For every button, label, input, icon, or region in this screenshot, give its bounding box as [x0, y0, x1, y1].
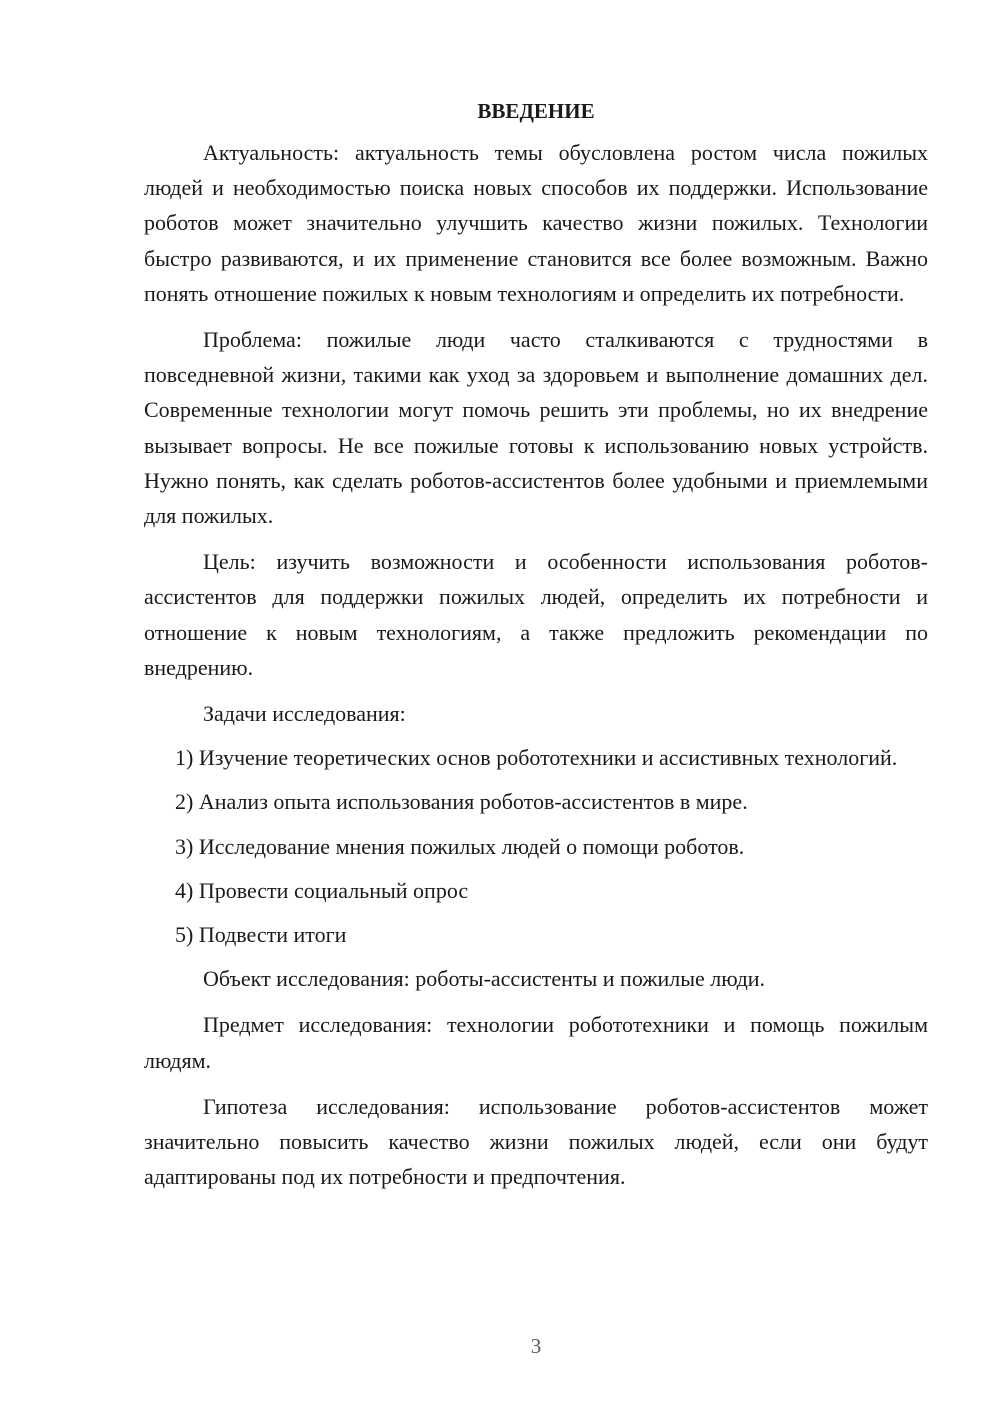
page-number: 3: [530, 1334, 542, 1358]
task-item-4: 4) Провести социальный опрос: [175, 877, 469, 903]
task-item-1: 1) Изучение теоретических основ робототехники и ассистивных технологий.: [175, 745, 898, 771]
goal-paragraph: Цель: изучить возможности и особенности использования роботов-ассистентов для поддержки пожилых людей, определить их потребности и отношение к новым технологиям, а также предложить рекомендации по внедрению.: [144, 549, 928, 680]
relevance-paragraph: Актуальность: актуальность темы обусловлена ростом числа пожилых людей и необходимостью поиска новых способов их поддержки. Использование роботов может значительно улучшить качество жизни пожилых. Технологии быстро развиваются, и их применение становится все более возможным. Важно понять отношение пожилых к новым технологиям и определить их потребности.: [144, 140, 928, 306]
page-content: [144, 94, 928, 1194]
task-item-3: 3) Исследование мнения пожилых людей о помощи роботов.: [175, 833, 745, 859]
hypothesis-paragraph: Гипотеза исследования: использование роботов-ассистентов может значительно повысить качество жизни пожилых людей, если они будут адаптированы под их потребности и предпочтения.: [144, 1093, 928, 1190]
object-paragraph: Объект исследования: роботы-ассистенты и пожилые люди.: [203, 966, 766, 992]
section-title: ВВЕДЕНИЕ: [477, 99, 595, 123]
task-item-2: 2) Анализ опыта использования роботов-ассистентов в мире.: [175, 789, 748, 815]
subject-paragraph: Предмет исследования: технологии робототехники и помощь пожилым людям.: [144, 1012, 928, 1073]
tasks-heading: Задачи исследования:: [203, 701, 406, 727]
problem-paragraph: Проблема: пожилые люди часто сталкиваются с трудностями в повседневной жизни, такими как уход за здоровьем и выполнение домашних дел. Современные технологии могут помочь решить эти проблемы, но их внедрение вызывает вопросы. Не все пожилые готовы к использованию новых устройств. Нужно понять, как сделать роботов-ассистентов более удобными и приемлемыми для пожилых.: [144, 327, 928, 529]
task-item-5: 5) Подвести итоги: [175, 922, 347, 948]
